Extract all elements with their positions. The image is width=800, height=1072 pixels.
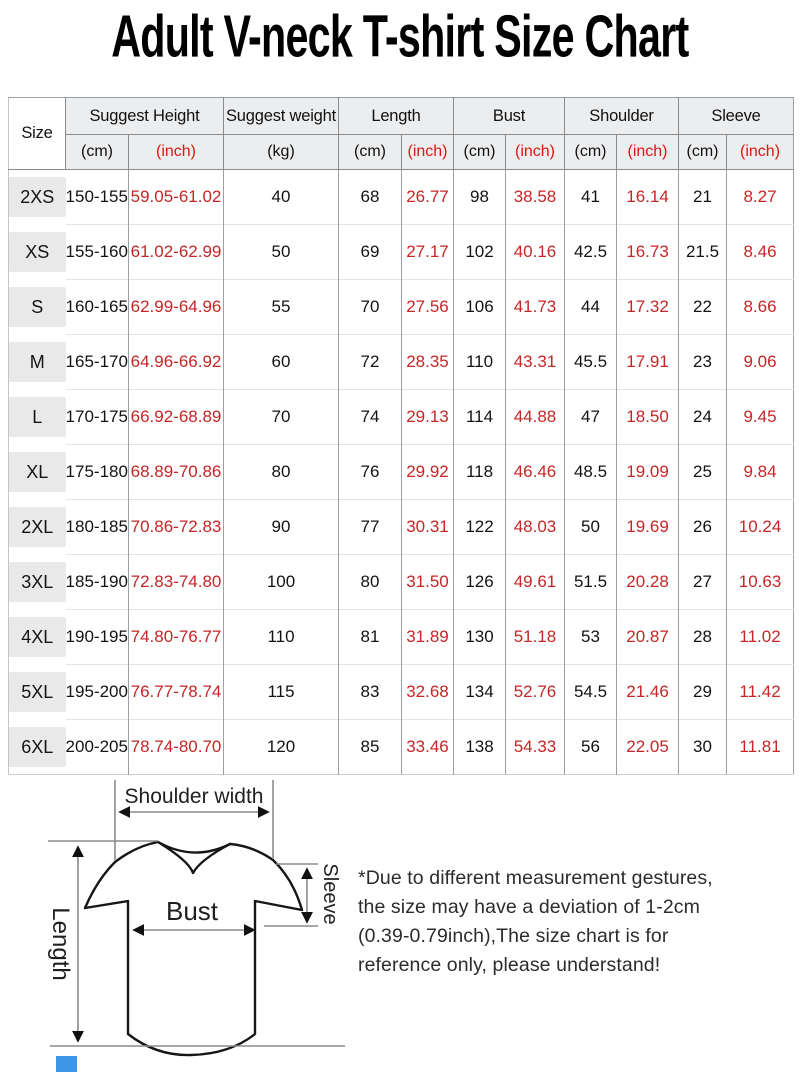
value-cell: 9.45 (727, 390, 794, 445)
value-cell: 68 (339, 170, 402, 225)
value-cell: 51.5 (565, 555, 617, 610)
value-cell: 28 (679, 610, 727, 665)
value-cell: 38.58 (506, 170, 565, 225)
value-cell: 134 (454, 665, 506, 720)
tshirt-outline-icon (85, 842, 302, 1055)
size-chart-table (8, 97, 794, 775)
value-cell: 31.50 (402, 555, 454, 610)
value-cell: 80 (224, 445, 339, 500)
size-label: 3XL (9, 562, 66, 602)
value-cell: 21.46 (617, 665, 679, 720)
value-cell: 54.33 (506, 720, 565, 775)
value-cell: 106 (454, 280, 506, 335)
table-row (9, 390, 794, 445)
unit-header-height-cm: (cm) (66, 135, 129, 170)
size-label: 4XL (9, 617, 66, 657)
value-cell: 122 (454, 500, 506, 555)
value-cell: 24 (679, 390, 727, 445)
table-row (9, 445, 794, 500)
value-cell: 81 (339, 610, 402, 665)
unit-header-sleeve-cm: (cm) (679, 135, 727, 170)
value-cell: 72.83-74.80 (129, 555, 224, 610)
size-cell (9, 555, 66, 610)
value-cell: 52.76 (506, 665, 565, 720)
value-cell: 165-170 (66, 335, 129, 390)
size-label: 2XL (9, 507, 66, 547)
value-cell: 41.73 (506, 280, 565, 335)
size-cell (9, 335, 66, 390)
value-cell: 60 (224, 335, 339, 390)
tshirt-measurement-diagram (40, 776, 390, 1068)
value-cell: 61.02-62.99 (129, 225, 224, 280)
unit-header-length-cm: (cm) (339, 135, 402, 170)
value-cell: 70 (224, 390, 339, 445)
value-cell: 8.66 (727, 280, 794, 335)
unit-header-sleeve-inch: (inch) (727, 135, 794, 170)
value-cell: 48.5 (565, 445, 617, 500)
value-cell: 175-180 (66, 445, 129, 500)
value-cell: 32.68 (402, 665, 454, 720)
size-label: XS (9, 232, 66, 272)
value-cell: 11.81 (727, 720, 794, 775)
value-cell: 72 (339, 335, 402, 390)
value-cell: 77 (339, 500, 402, 555)
unit-header-bust-inch: (inch) (506, 135, 565, 170)
size-label: L (9, 397, 66, 437)
note-line: *Due to different measurement gestures, (358, 867, 713, 889)
table-row (9, 170, 794, 225)
col-header-shoulder: Shoulder (565, 98, 679, 135)
length-label: Length (47, 907, 74, 981)
value-cell: 30 (679, 720, 727, 775)
value-cell: 102 (454, 225, 506, 280)
value-cell: 80 (339, 555, 402, 610)
blue-mark (56, 1056, 77, 1072)
value-cell: 69 (339, 225, 402, 280)
note-line: reference only, please understand! (358, 954, 661, 976)
value-cell: 74 (339, 390, 402, 445)
col-header-suggest-height: Suggest Height (66, 98, 224, 135)
value-cell: 19.09 (617, 445, 679, 500)
value-cell: 50 (565, 500, 617, 555)
size-cell (9, 720, 66, 775)
value-cell: 16.14 (617, 170, 679, 225)
value-cell: 20.28 (617, 555, 679, 610)
value-cell: 17.91 (617, 335, 679, 390)
value-cell: 118 (454, 445, 506, 500)
value-cell: 68.89-70.86 (129, 445, 224, 500)
value-cell: 33.46 (402, 720, 454, 775)
value-cell: 126 (454, 555, 506, 610)
value-cell: 31.89 (402, 610, 454, 665)
bust-label: Bust (165, 896, 219, 926)
value-cell: 83 (339, 665, 402, 720)
size-cell (9, 170, 66, 225)
value-cell: 54.5 (565, 665, 617, 720)
size-table-body (9, 170, 794, 775)
value-cell: 8.27 (727, 170, 794, 225)
value-cell: 44 (565, 280, 617, 335)
value-cell: 160-165 (66, 280, 129, 335)
value-cell: 56 (565, 720, 617, 775)
size-label: 6XL (9, 727, 66, 767)
shoulder-width-label: Shoulder width (124, 785, 264, 808)
value-cell: 27 (679, 555, 727, 610)
unit-header-weight-kg: (kg) (224, 135, 339, 170)
value-cell: 138 (454, 720, 506, 775)
value-cell: 150-155 (65, 187, 128, 206)
value-cell: 8.46 (727, 225, 794, 280)
value-cell: 64.96-66.92 (129, 335, 224, 390)
size-label: S (9, 287, 66, 327)
value-cell: 100 (224, 555, 339, 610)
value-cell: 53 (565, 610, 617, 665)
value-cell: 9.06 (727, 335, 794, 390)
value-cell: 115 (224, 665, 339, 720)
table-row (9, 225, 794, 280)
size-cell (9, 445, 66, 500)
col-header-size: Size (9, 98, 66, 170)
value-cell: 70 (339, 280, 402, 335)
value-cell: 43.31 (506, 335, 565, 390)
table-row (9, 665, 794, 720)
value-cell: 46.46 (506, 445, 565, 500)
table-row (9, 555, 794, 610)
value-cell: 16.73 (617, 225, 679, 280)
value-cell: 11.02 (727, 610, 794, 665)
size-cell (9, 390, 66, 445)
size-cell (9, 610, 66, 665)
value-cell: 190-195 (66, 610, 129, 665)
page-title-text: Adult V-neck T-shirt Size Chart (111, 2, 689, 70)
unit-header-shoulder-cm: (cm) (565, 135, 617, 170)
value-cell: 51.18 (506, 610, 565, 665)
value-cell: 59.05-61.02 (129, 170, 224, 225)
col-header-suggest-weight: Suggest weight (224, 98, 339, 135)
value-cell: 10.63 (727, 555, 794, 610)
value-cell: 66.92-68.89 (129, 390, 224, 445)
size-cell (9, 225, 66, 280)
value-cell: 55 (224, 280, 339, 335)
value-cell: 98 (454, 170, 506, 225)
value-cell: 21.5 (679, 225, 727, 280)
value-cell: 22.05 (617, 720, 679, 775)
value-cell: 114 (454, 390, 506, 445)
value-cell: 62.99-64.96 (129, 280, 224, 335)
value-cell: 21 (679, 170, 727, 225)
size-cell (9, 500, 66, 555)
table-row (9, 280, 794, 335)
value-cell: 155-160 (66, 225, 129, 280)
header-group-row (9, 98, 794, 135)
table-row (9, 335, 794, 390)
table-row (9, 720, 794, 775)
value-cell: 50 (224, 225, 339, 280)
unit-header-length-inch: (inch) (402, 135, 454, 170)
value-cell: 49.61 (506, 555, 565, 610)
unit-header-height-inch: (inch) (129, 135, 224, 170)
size-label: XL (9, 452, 66, 492)
value-cell: 29.13 (402, 390, 454, 445)
value-cell: 130 (454, 610, 506, 665)
value-cell: 185-190 (66, 555, 129, 610)
value-cell: 110 (224, 610, 339, 665)
value-cell: 195-200 (66, 665, 129, 720)
size-label: 5XL (9, 672, 66, 712)
value-cell: 19.69 (617, 500, 679, 555)
size-label: 2XS (9, 177, 66, 217)
value-cell: 17.32 (617, 280, 679, 335)
value-cell: 30.31 (402, 500, 454, 555)
table-row (9, 500, 794, 555)
col-header-length: Length (339, 98, 454, 135)
value-cell: 41 (565, 170, 617, 225)
col-header-sleeve: Sleeve (679, 98, 794, 135)
value-cell: 28.35 (402, 335, 454, 390)
value-cell: 170-175 (66, 390, 129, 445)
value-cell: 120 (224, 720, 339, 775)
value-cell: 180-185 (66, 500, 129, 555)
value-cell: 200-205 (66, 720, 129, 775)
value-cell: 70.86-72.83 (129, 500, 224, 555)
value-cell: 74.80-76.77 (129, 610, 224, 665)
value-cell: 110 (454, 335, 506, 390)
value-cell: 18.50 (617, 390, 679, 445)
value-cell: 78.74-80.70 (129, 720, 224, 775)
value-cell: 44.88 (506, 390, 565, 445)
value-cell: 42.5 (565, 225, 617, 280)
value-cell: 90 (224, 500, 339, 555)
value-cell: 22 (679, 280, 727, 335)
size-label: M (9, 342, 66, 382)
value-cell: 26 (679, 500, 727, 555)
size-cell (9, 280, 66, 335)
note-line: (0.39-0.79inch),The size chart is for (358, 925, 669, 947)
col-header-bust: Bust (454, 98, 565, 135)
value-cell: 10.24 (727, 500, 794, 555)
value-cell: 47 (565, 390, 617, 445)
value-cell: 40.16 (506, 225, 565, 280)
value-cell: 27.56 (402, 280, 454, 335)
unit-header-bust-cm: (cm) (454, 135, 506, 170)
value-cell: 27.17 (402, 225, 454, 280)
header-unit-row (9, 135, 794, 170)
value-cell: 26.77 (402, 170, 454, 225)
value-cell: 40 (224, 170, 339, 225)
value-cell: 25 (679, 445, 727, 500)
value-cell: 23 (679, 335, 727, 390)
value-cell: 29 (679, 665, 727, 720)
value-cell: 29.92 (402, 445, 454, 500)
table-row (9, 610, 794, 665)
value-cell: 11.42 (727, 665, 794, 720)
value-cell: 45.5 (565, 335, 617, 390)
page-title (0, 4, 800, 68)
value-cell: 76.77-78.74 (129, 665, 224, 720)
measurement-note (358, 864, 794, 980)
size-cell (9, 665, 66, 720)
value-cell: 9.84 (727, 445, 794, 500)
value-cell: 48.03 (506, 500, 565, 555)
value-cell: 76 (339, 445, 402, 500)
note-line: the size may have a deviation of 1-2cm (358, 896, 700, 918)
sleeve-label: Sleeve (319, 863, 341, 925)
table-header (9, 98, 794, 170)
unit-header-shoulder-inch: (inch) (617, 135, 679, 170)
value-cell: 20.87 (617, 610, 679, 665)
value-cell: 85 (339, 720, 402, 775)
